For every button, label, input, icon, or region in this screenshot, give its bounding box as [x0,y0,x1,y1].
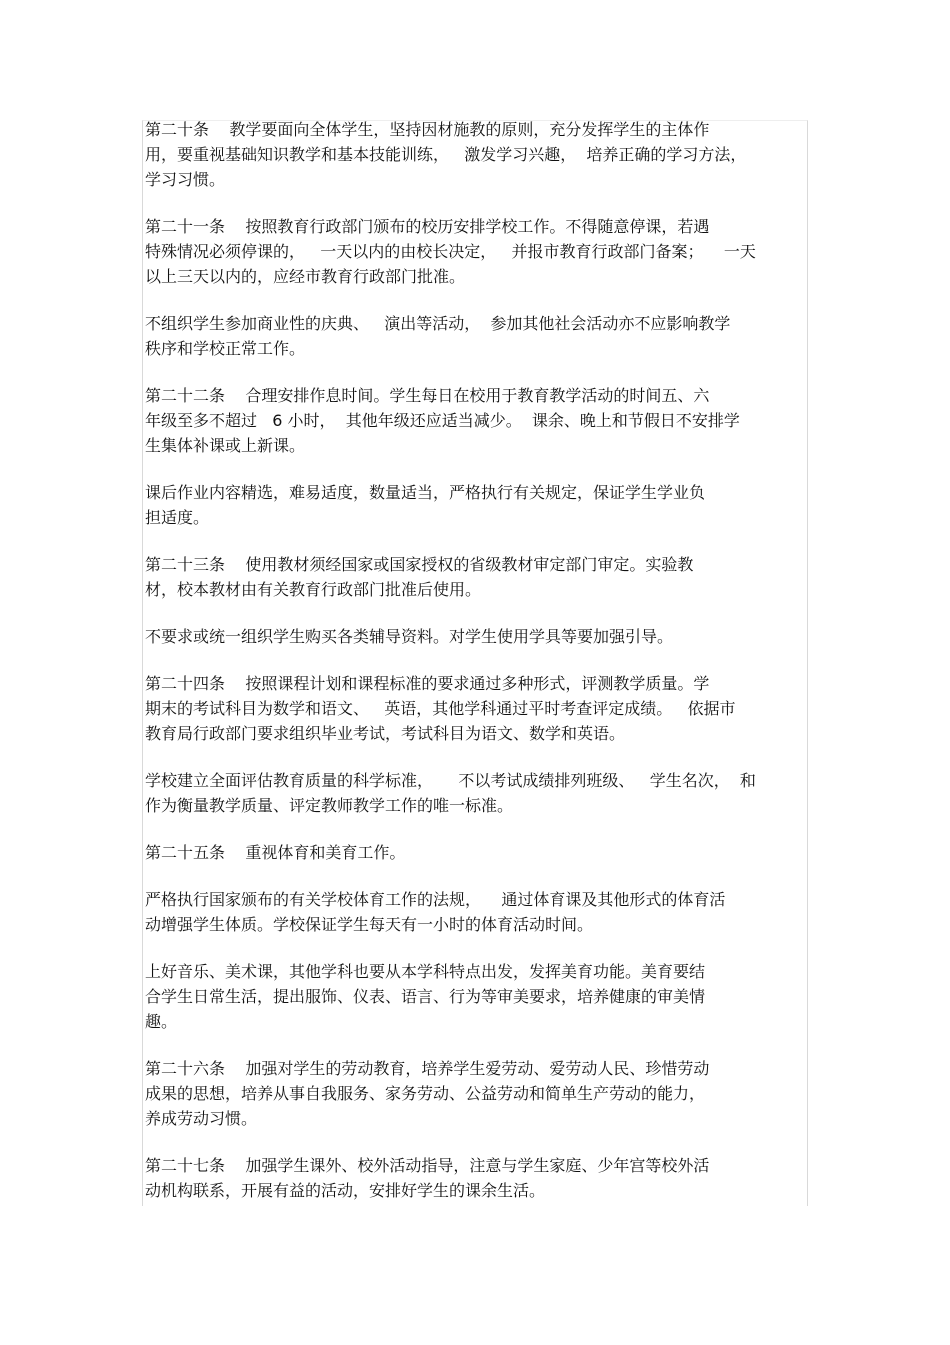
paragraph-line: 担适度。 [145,508,210,527]
paragraph-line: 学校建立全面评估教育质量的科学标准， 不以考试成绩排列班级、 学生名次， 和 [145,771,756,790]
paragraph-line: 不要求或统一组织学生购买各类辅导资料。对学生使用学具等要加强引导。 [145,627,674,646]
paragraph-line: 年级至多不超过 6 小时， 其他年级还应适当减少。 课余、晚上和节假日不安排学 [145,411,740,430]
paragraph-line: 第二十二条 合理安排作息时间。学生每日在校用于教育教学活动的时间五、六 [145,386,710,405]
paragraph-line: 动增强学生体质。学校保证学生每天有一小时的体育活动时间。 [145,915,594,934]
paragraph [145,117,807,192]
paragraph [145,1056,807,1131]
paragraph [145,311,807,361]
paragraph [145,624,807,649]
paragraph-line: 不组织学生参加商业性的庆典、 演出等活动， 参加其他社会活动亦不应影响教学 [145,314,731,333]
paragraph-line: 养成劳动习惯。 [145,1109,258,1128]
paragraph [145,214,807,289]
paragraph-line: 第二十一条 按照教育行政部门颁布的校历安排学校工作。不得随意停课，若遇 [145,217,710,236]
paragraph [145,383,807,458]
document-body [145,117,807,1225]
paragraph-line: 期末的考试科目为数学和语文、 英语，其他学科通过平时考查评定成绩。 依据市 [145,699,736,718]
paragraph-line: 特殊情况必须停课的， 一天以内的由校长决定， 并报市教育行政部门备案； 一天 [145,242,756,261]
paragraph [145,1153,807,1203]
paragraph [145,768,807,818]
paragraph-line: 第二十六条 加强对学生的劳动教育，培养学生爱劳动、爱劳动人民、珍惜劳动 [145,1059,710,1078]
paragraph-line: 第二十五条 重视体育和美育工作。 [145,843,406,862]
paragraph-line: 以上三天以内的，应经市教育行政部门批准。 [145,267,466,286]
paragraph [145,840,807,865]
paragraph-line: 生集体补课或上新课。 [145,436,306,455]
paragraph-line: 上好音乐、美术课，其他学科也要从本学科特点出发，发挥美育功能。美育要结 [145,962,706,981]
paragraph-line: 趣。 [145,1012,178,1031]
paragraph-line: 秩序和学校正常工作。 [145,339,306,358]
paragraph-line: 课后作业内容精选，难易适度，数量适当，严格执行有关规定，保证学生学业负 [145,483,706,502]
paragraph-line: 成果的思想，培养从事自我服务、家务劳动、公益劳动和简单生产劳动的能力， [145,1084,706,1103]
paragraph [145,671,807,746]
paragraph [145,480,807,530]
paragraph [145,552,807,602]
paragraph [145,959,807,1034]
paragraph [145,887,807,937]
paragraph-line: 第二十四条 按照课程计划和课程标准的要求通过多种形式，评测教学质量。学 [145,674,710,693]
paragraph-line: 学习习惯。 [145,170,226,189]
paragraph-line: 材，校本教材由有关教育行政部门批准后使用。 [145,580,482,599]
paragraph-line: 第二十七条 加强学生课外、校外活动指导，注意与学生家庭、少年宫等校外活 [145,1156,710,1175]
paragraph-line: 用，要重视基础知识教学和基本技能训练， 激发学习兴趣， 培养正确的学习方法， [145,145,747,164]
paragraph-line: 合学生日常生活，提出服饰、仪表、语言、行为等审美要求，培养健康的审美情 [145,987,706,1006]
paragraph-line: 动机构联系，开展有益的活动，安排好学生的课余生活。 [145,1181,546,1200]
paragraph-line: 严格执行国家颁布的有关学校体育工作的法规， 通过体育课及其他形式的体育活 [145,890,726,909]
paragraph-line: 教育局行政部门要求组织毕业考试，考试科目为语文、数学和英语。 [145,724,626,743]
paragraph-line: 第二十条 教学要面向全体学生，坚持因材施教的原则，充分发挥学生的主体作 [145,120,710,139]
paragraph-line: 第二十三条 使用教材须经国家或国家授权的省级教材审定部门审定。实验教 [145,555,694,574]
paragraph-line: 作为衡量教学质量、评定教师教学工作的唯一标准。 [145,796,514,815]
